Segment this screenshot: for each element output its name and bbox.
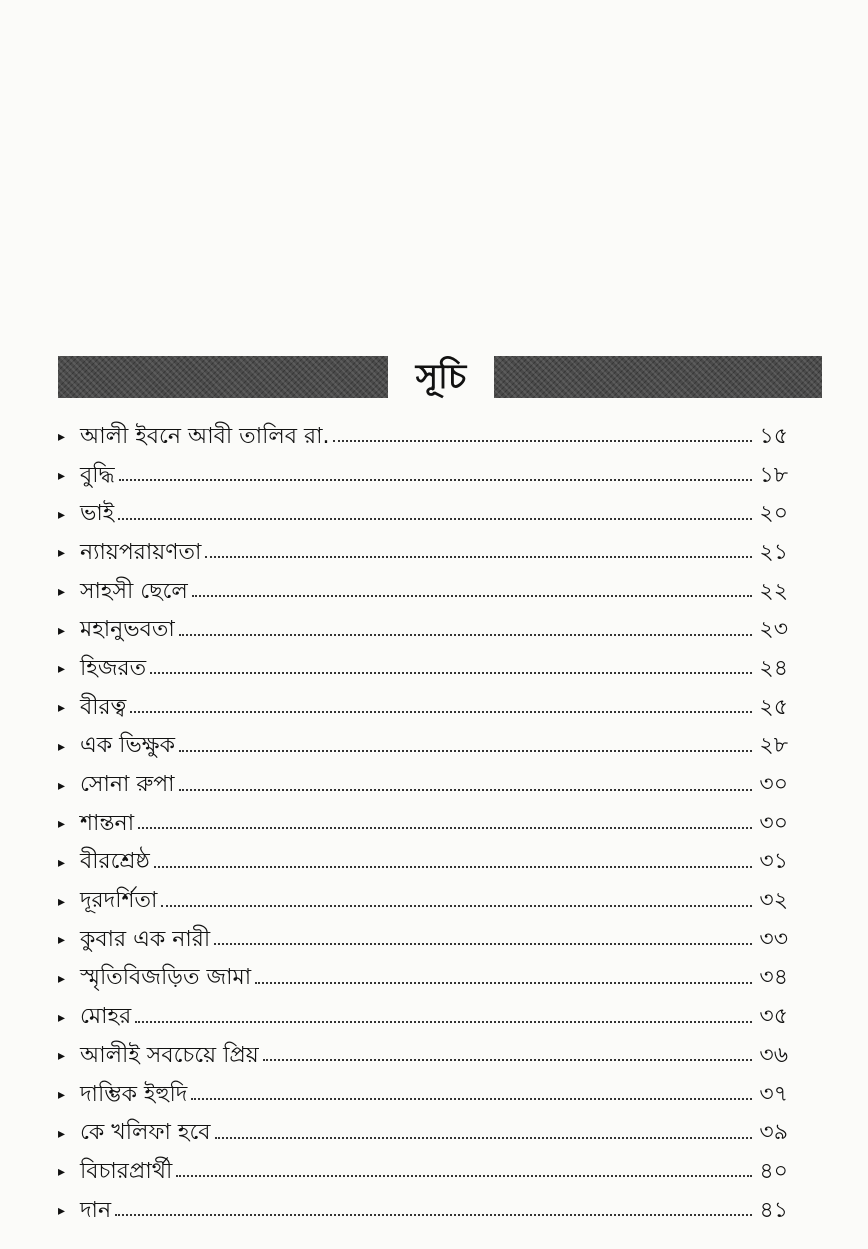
toc-entry-title: সাহসী ছেলে	[80, 578, 188, 604]
toc-entry-page-number: ৪১	[759, 1197, 788, 1223]
triangle-bullet-icon: ▸	[58, 1087, 66, 1104]
dot-leader	[263, 1059, 752, 1061]
toc-entry-title: সোনা রুপা	[80, 772, 175, 798]
toc-entry	[58, 1192, 788, 1231]
toc-entry	[58, 882, 788, 921]
toc-entry	[58, 998, 788, 1037]
triangle-bullet-icon: ▸	[58, 738, 66, 755]
toc-entry-title: দাম্ভিক ইহুদি	[80, 1081, 188, 1107]
dot-leader	[118, 518, 752, 520]
toc-entry-title: হিজরত	[80, 655, 147, 681]
toc-entry	[58, 1153, 788, 1192]
dot-leader	[115, 1214, 752, 1216]
toc-entry	[58, 844, 788, 883]
toc-entry	[58, 805, 788, 844]
toc-entry	[58, 611, 788, 650]
dot-leader	[214, 943, 752, 945]
toc-entry	[58, 689, 788, 728]
toc-entry-page-number: ৩৩	[759, 926, 788, 952]
toc-entry-title: মহানুভবতা	[80, 617, 175, 643]
contents-header	[58, 352, 822, 402]
table-of-contents	[58, 418, 788, 1230]
toc-entry-title: মোহর	[80, 1004, 132, 1030]
triangle-bullet-icon: ▸	[58, 816, 66, 833]
toc-entry	[58, 1037, 788, 1076]
toc-entry-page-number: ২১	[759, 539, 788, 565]
dot-leader	[179, 789, 752, 791]
triangle-bullet-icon: ▸	[58, 429, 66, 446]
dot-leader	[135, 1021, 752, 1023]
triangle-bullet-icon: ▸	[58, 893, 66, 910]
toc-entry-page-number: ৩০	[759, 772, 788, 798]
toc-entry-title: দূরদর্শিতা	[80, 888, 158, 914]
triangle-bullet-icon: ▸	[58, 970, 66, 987]
toc-entry-page-number: ৩০	[759, 810, 788, 836]
toc-entry	[58, 534, 788, 573]
toc-entry	[58, 921, 788, 960]
dot-leader	[130, 711, 752, 713]
dot-leader	[192, 595, 752, 597]
header-band-left	[58, 356, 388, 398]
toc-entry-page-number: ৩১	[759, 849, 788, 875]
toc-entry	[58, 573, 788, 612]
toc-entry-title: স্মৃতিবিজড়িত জামা	[80, 965, 252, 991]
toc-entry-title: কুবার এক নারী	[80, 926, 211, 952]
toc-entry-title: এক ভিক্ষুক	[80, 733, 176, 759]
toc-entry-page-number: ৩৯	[759, 1120, 788, 1146]
triangle-bullet-icon: ▸	[58, 622, 66, 639]
toc-entry-page-number: ২৫	[759, 694, 788, 720]
triangle-bullet-icon: ▸	[58, 545, 66, 562]
toc-entry-page-number: ২২	[759, 578, 788, 604]
dot-leader	[150, 672, 752, 674]
triangle-bullet-icon: ▸	[58, 1203, 66, 1220]
toc-entry-title: দান	[80, 1197, 112, 1223]
triangle-bullet-icon: ▸	[58, 468, 66, 485]
triangle-bullet-icon: ▸	[58, 1125, 66, 1142]
toc-entry	[58, 766, 788, 805]
header-band-right	[494, 356, 822, 398]
toc-entry-page-number: ৩৬	[759, 1042, 788, 1068]
toc-entry-page-number: ২৮	[759, 733, 788, 759]
dot-leader	[179, 750, 752, 752]
toc-entry-page-number: ৪০	[759, 1158, 788, 1184]
triangle-bullet-icon: ▸	[58, 932, 66, 949]
toc-entry-page-number: ৩৫	[759, 1004, 788, 1030]
dot-leader	[333, 440, 752, 442]
toc-entry	[58, 960, 788, 999]
toc-entry	[58, 728, 788, 767]
toc-entry-page-number: ১৫	[759, 423, 788, 449]
triangle-bullet-icon: ▸	[58, 854, 66, 871]
toc-entry-title: শান্তনা	[80, 810, 135, 836]
dot-leader	[119, 479, 752, 481]
toc-entry	[58, 457, 788, 496]
dot-leader	[138, 827, 752, 829]
dot-leader	[176, 1175, 752, 1177]
toc-entry-title: ন্যায়পরায়ণতা	[80, 539, 202, 565]
toc-entry-title: বুদ্ধি	[80, 462, 115, 488]
toc-entry-title: আলীই সবচেয়ে প্রিয়	[80, 1042, 259, 1068]
toc-entry-page-number: ২৪	[759, 655, 788, 681]
triangle-bullet-icon: ▸	[58, 584, 66, 601]
triangle-bullet-icon: ▸	[58, 506, 66, 523]
toc-entry	[58, 1114, 788, 1153]
dot-leader	[191, 1098, 752, 1100]
dot-leader	[179, 634, 752, 636]
toc-entry-title: বিচারপ্রার্থী	[80, 1158, 173, 1184]
toc-entry-page-number: ২০	[759, 501, 788, 527]
triangle-bullet-icon: ▸	[58, 1164, 66, 1181]
toc-entry	[58, 418, 788, 457]
toc-entry	[58, 650, 788, 689]
toc-entry-title: বীরত্ব	[80, 694, 127, 720]
triangle-bullet-icon: ▸	[58, 1009, 66, 1026]
toc-entry-title: ভাই	[80, 501, 115, 527]
dot-leader	[255, 982, 752, 984]
page-title: সূচি	[415, 357, 467, 397]
dot-leader	[161, 905, 752, 907]
toc-entry-title: কে খলিফা হবে	[80, 1120, 211, 1146]
dot-leader	[205, 556, 752, 558]
toc-entry-title: বীরশ্রেষ্ঠ	[80, 849, 150, 875]
toc-entry-page-number: ৩৭	[759, 1081, 788, 1107]
dot-leader	[154, 866, 752, 868]
toc-entry	[58, 495, 788, 534]
toc-entry-page-number: ২৩	[759, 617, 788, 643]
toc-entry-title: আলী ইবনে আবী তালিব রা.	[80, 423, 330, 449]
triangle-bullet-icon: ▸	[58, 1048, 66, 1065]
toc-entry-page-number: ৩৪	[759, 965, 788, 991]
toc-entry-page-number: ১৮	[759, 462, 788, 488]
triangle-bullet-icon: ▸	[58, 700, 66, 717]
triangle-bullet-icon: ▸	[58, 661, 66, 678]
dot-leader	[215, 1137, 752, 1139]
toc-entry-page-number: ৩২	[759, 888, 788, 914]
toc-entry	[58, 1076, 788, 1115]
triangle-bullet-icon: ▸	[58, 777, 66, 794]
